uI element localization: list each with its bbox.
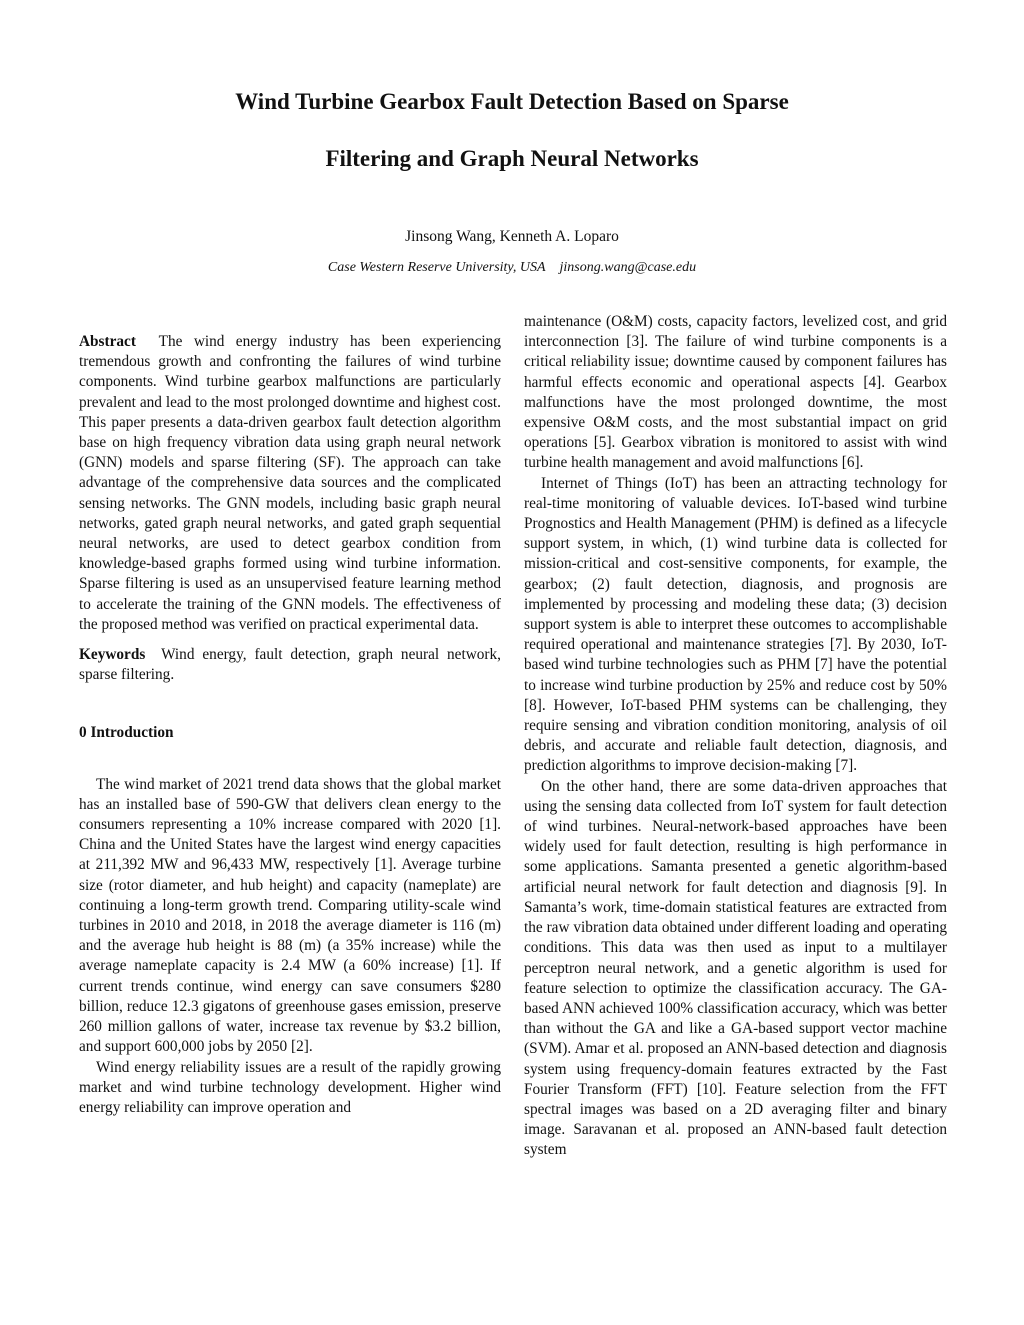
intro-paragraph: Wind energy reliability issues are a result of the rapidly growing market and wind turbine technology development. Higher wind energy reliability can improve operation and xyxy=(79,1058,501,1116)
section-heading-introduction: 0 Introduction xyxy=(79,724,174,742)
intro-paragraph: The wind market of 2021 trend data shows that the global market has an installed base of 590-GW that delivers clean energy to the consumers representing a 10% increase compared with 2020 [1]. China and the United States have the largest wind energy capacities at 211,392 MW and 96,433 MW, respectively [1]. Average turbine size (rotor diameter, and hub height) and capacity (nameplate) are continuing a long-term growth trend. Comparing utility-scale wind turbines in 2010 and 2018, in 2018 the average diameter is 116 (m) and the average hub height is 88 (m) (a 35% increase) while the average nameplate capacity is 2.4 MW (a 60% increase) [1]. If current trends continue, wind energy can save consumers $280 billion, reduce 12.3 gigatons of greenhouse gases emission, preserve 260 million gallons of water, increase tax revenue by $3.2 billion, and support 600,000 jobs by 2050 [2]. xyxy=(79,775,501,1056)
left-column xyxy=(79,332,501,1118)
paper-title-line-1: Wind Turbine Gearbox Fault Detection Based on Sparse xyxy=(235,89,789,114)
affiliation-line xyxy=(0,260,1024,276)
keywords xyxy=(79,645,501,685)
body-paragraph: Internet of Things (IoT) has been an attracting technology for real-time monitoring of valuable devices. IoT-based wind turbine Prognostics and Health Management (PHM) is defined as a lifecycle support system, in which, (1) wind turbine data is collected for mission-critical and cost-sensitive components, for example, the gearbox; (2) fault detection, diagnosis, and prognosis are implemented by processing and modeling these data; (3) decision support system is able to interpret these outcomes to accomplishable required operational and maintenance strategies [7]. By 2030, IoT-based wind turbine technologies such as PHM [7] have the potential to increase wind turbine production by 25% and reduce cost by 50% [8]. However, IoT-based PHM systems can be challenging, they require sensing and vibration condition monitoring, analysis of oil debris, and accurate and reliable fault detection, diagnosis, and prediction algorithms to improve decision-making [7]. xyxy=(524,474,947,775)
keywords-label: Keywords xyxy=(79,646,146,664)
author-list: Jinsong Wang, Kenneth A. Loparo xyxy=(405,228,619,245)
right-column xyxy=(524,312,947,1161)
affiliation: Case Western Reserve University, USA xyxy=(327,260,546,275)
body-paragraph: On the other hand, there are some data-driven approaches that using the sensing data collected from IoT system for fault detection of wind turbines. Neural-network-based approaches have been widely used for fault detection, resulting is high performance in some applications. Samanta presented a genetic algorithm-based artificial neural network for fault detection and diagnosis [9]. In Samanta’s work, time-domain statistical features are extracted from the raw vibration data obtained under different loading and operating conditions. This data was then used as input to a multilayer perceptron neural network, and a genetic algorithm is used for feature selection to optimize the classification accuracy. The GA-based ANN achieved 100% classification accuracy, which was better than without the GA and like a GA-based support vector machine (SVM). Amar et al. proposed an ANN-based detection and diagnosis system using frequency-domain features extracted by the Fast Fourier Transform (FFT) [10]. Feature selection from the FFT spectral images was based on a 2D averaging filter and binary image. Saravanan et al. proposed an ANN-based fault detection system xyxy=(524,777,947,1159)
abstract-label: Abstract xyxy=(79,333,136,350)
paper-title-line-2: Filtering and Graph Neural Networks xyxy=(325,146,699,171)
author-email: jinsong.wang@case.edu xyxy=(559,260,697,275)
keywords-text: Wind energy, fault detection, graph neural network, sparse filtering. xyxy=(79,646,501,684)
abstract-text: The wind energy industry has been experiencing tremendous growth and confronting the failures of wind turbine components. Wind turbine gearbox malfunctions are particularly prevalent and lead to the most prolonged downtime and highest cost. This paper presents a data-driven gearbox fault detection algorithm base on high frequency vibration data using graph neural network (GNN) models and sparse filtering (SF). The approach can take advantage of the comprehensive data sources and the complicated sensing networks. The GNN models, including basic graph neural networks, gated graph neural networks, and gated graph sequential neural networks, are used to detect gearbox condition from knowledge-based graphs formed using wind turbine information. Sparse filtering is used as an unsupervised feature learning method to accelerate the training of the GNN models. The effectiveness of the proposed method was verified on practical experimental data. xyxy=(79,333,501,633)
abstract xyxy=(79,332,501,635)
body-paragraph: maintenance (O&M) costs, capacity factors, levelized cost, and grid interconnection [3]. The failure of wind turbine components is a critical reliability issue; downtime caused by component failures has harmful effects economic and operational aspects [4]. Gearbox malfunctions have the most prolonged downtime, the most expensive O&M costs, and the most substantial impact on grid operations [5]. Gearbox vibration is monitored to assist with wind turbine health management and avoid malfunctions [6]. xyxy=(524,313,947,472)
